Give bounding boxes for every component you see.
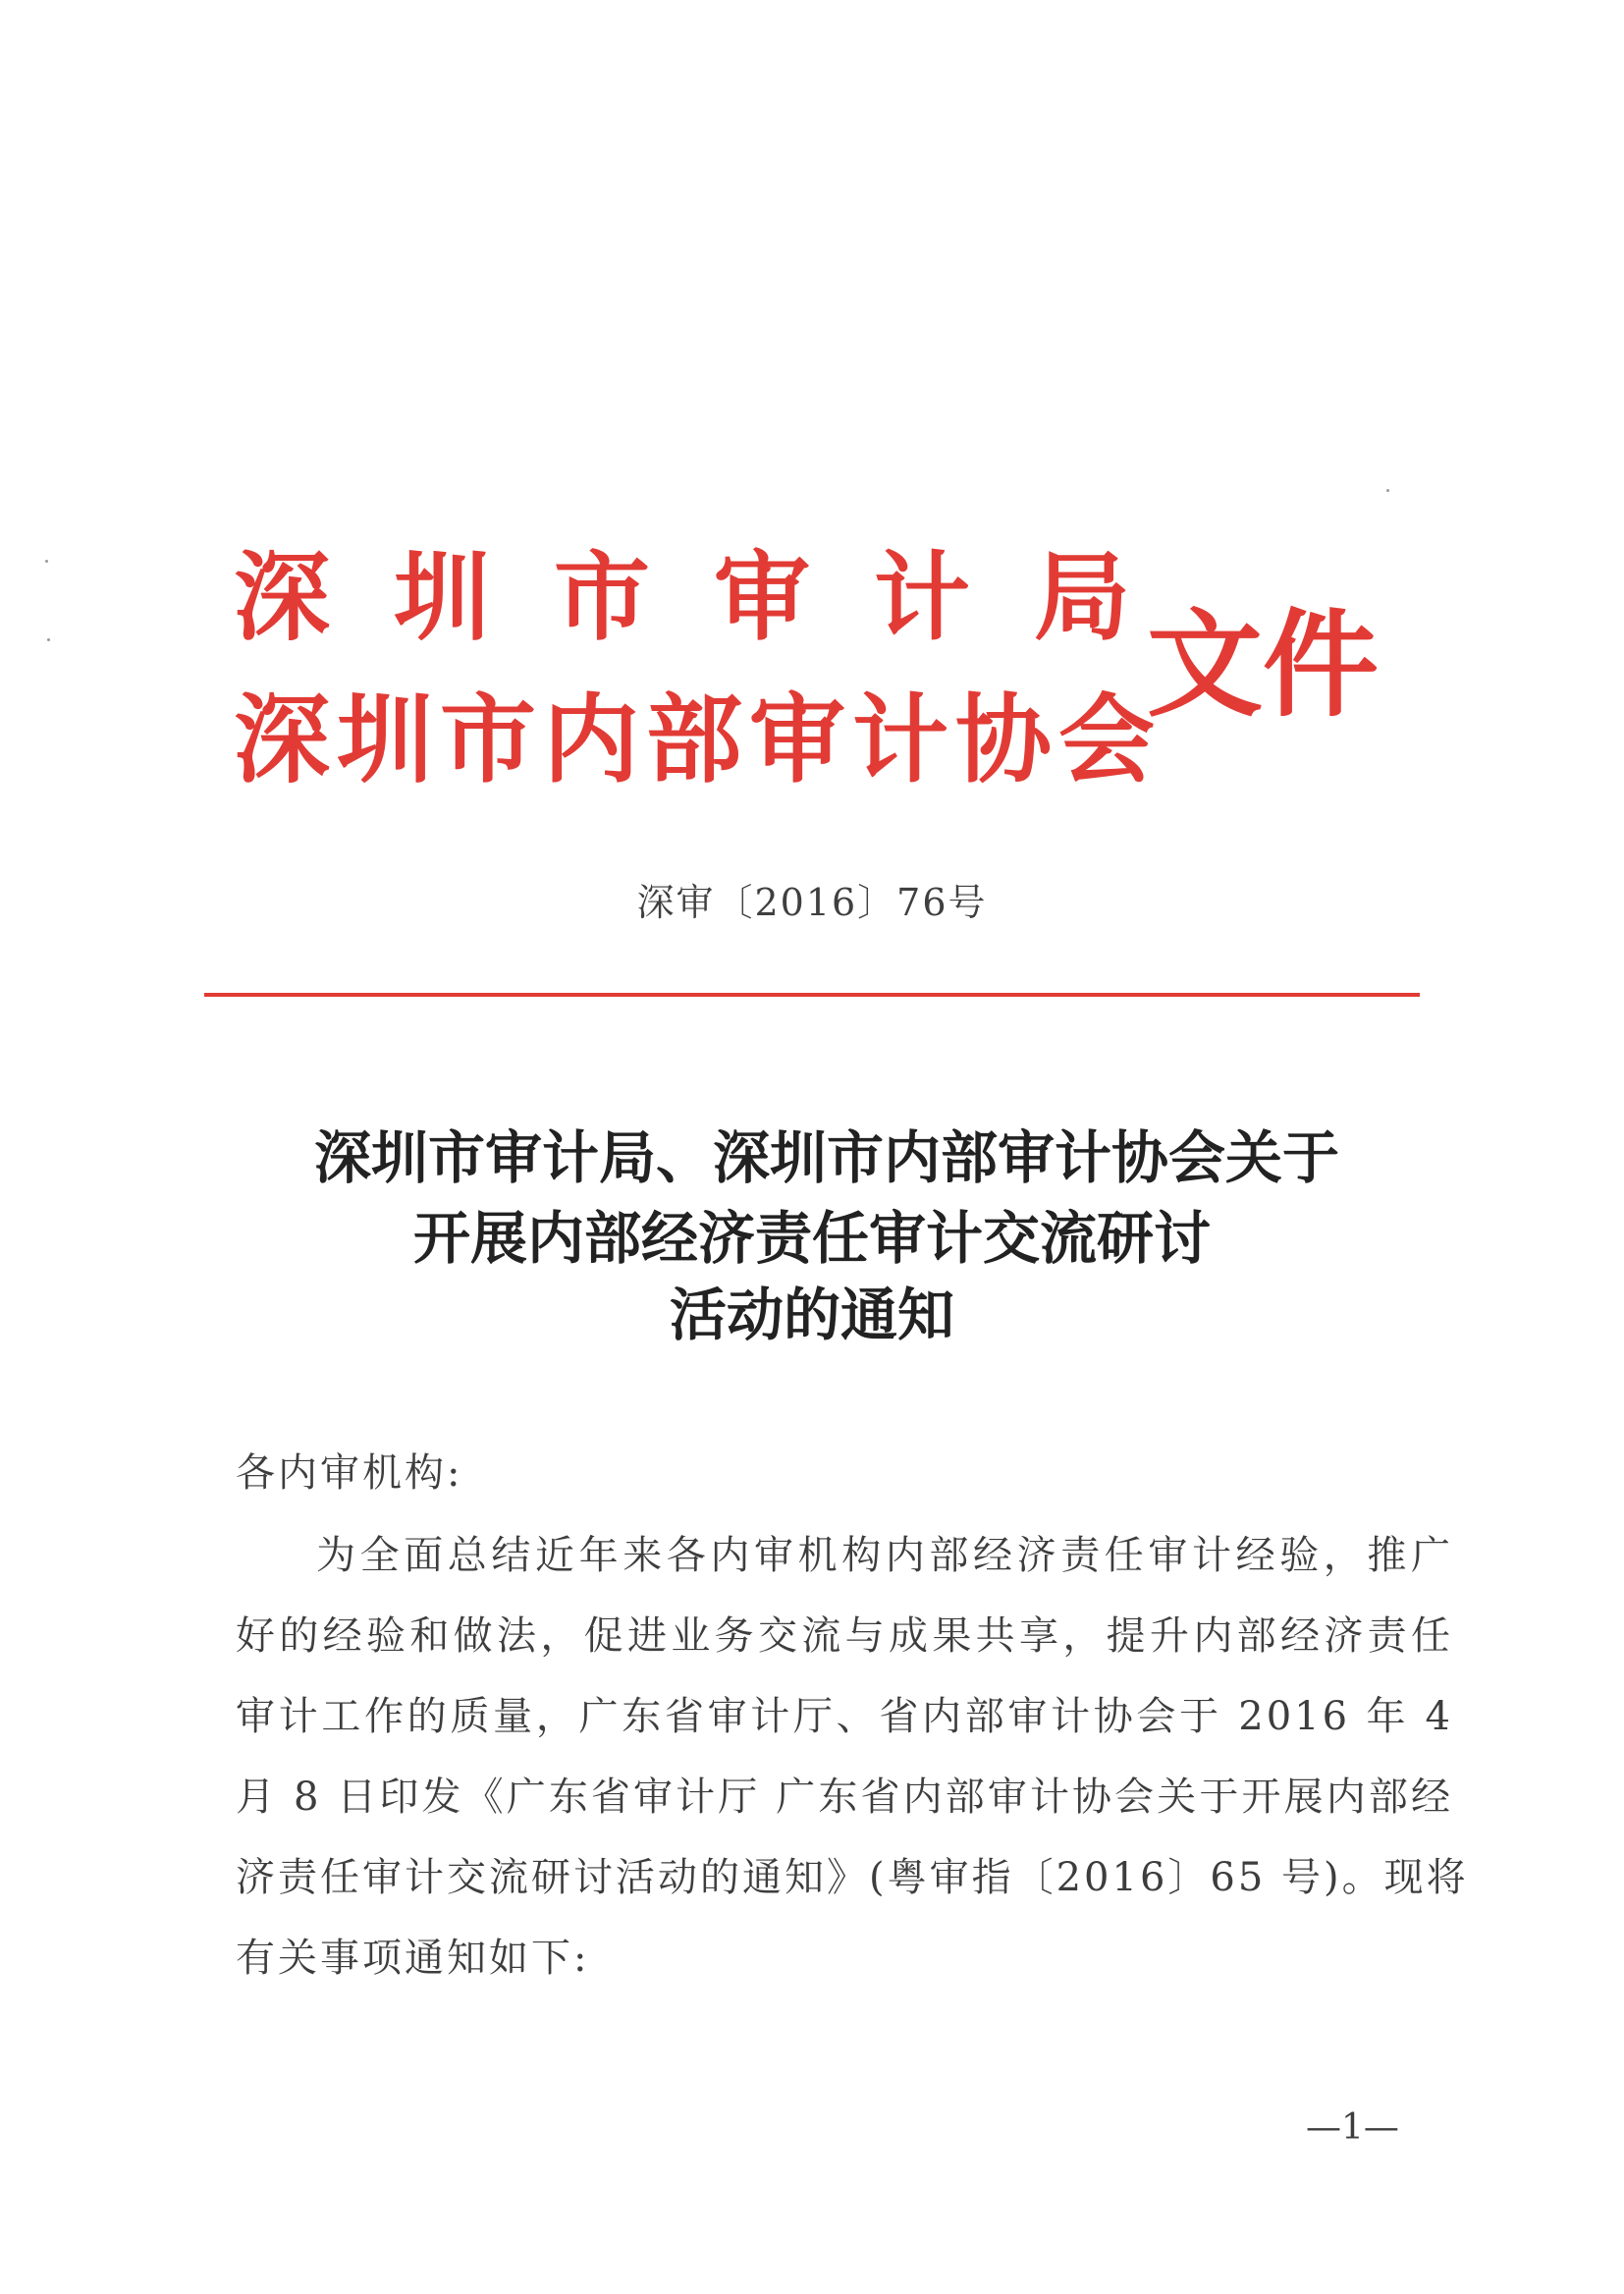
paragraph-line: 济责任审计交流研讨活动的通知》(粤审指〔2016〕65 号)。现将: [236, 1855, 1469, 1900]
document-number: 深审〔2016〕76号: [636, 881, 988, 924]
issuer-line-1: 深圳市审计局: [234, 541, 1195, 654]
document-type: 文件: [1147, 596, 1380, 733]
salutation: 各内审机构:: [236, 1450, 463, 1496]
page-number: —1—: [1306, 2107, 1399, 2148]
paragraph-line: 有关事项通知如下:: [236, 1936, 590, 1981]
issuer-line-2: 深圳市内部审计协会: [234, 683, 1163, 796]
title-line-2: 开展内部经济责任审计交流研讨: [412, 1205, 1211, 1272]
red-divider: [204, 993, 1420, 997]
scan-speck: [45, 560, 48, 563]
body-paragraph: [236, 1533, 1469, 2019]
scan-speck: [1386, 489, 1389, 492]
title-line-3: 活动的通知: [669, 1282, 954, 1348]
scan-speck: [47, 638, 50, 641]
paragraph-line: 为全面总结近年来各内审机构内部经济责任审计经验，推广: [316, 1533, 1453, 1578]
paragraph-line: 审计工作的质量，广东省审计厅、省内部审计协会于 2016 年 4: [236, 1694, 1453, 1739]
red-masthead: [0, 0, 1624, 884]
paragraph-line: 月 8 日印发《广东省审计厅 广东省内部审计协会关于开展内部经: [236, 1775, 1453, 1820]
paragraph-line: 好的经验和做法，促进业务交流与成果共享，提升内部经济责任: [236, 1613, 1453, 1659]
title-line-1: 深圳市审计局、深圳市内部审计协会关于: [313, 1124, 1339, 1191]
